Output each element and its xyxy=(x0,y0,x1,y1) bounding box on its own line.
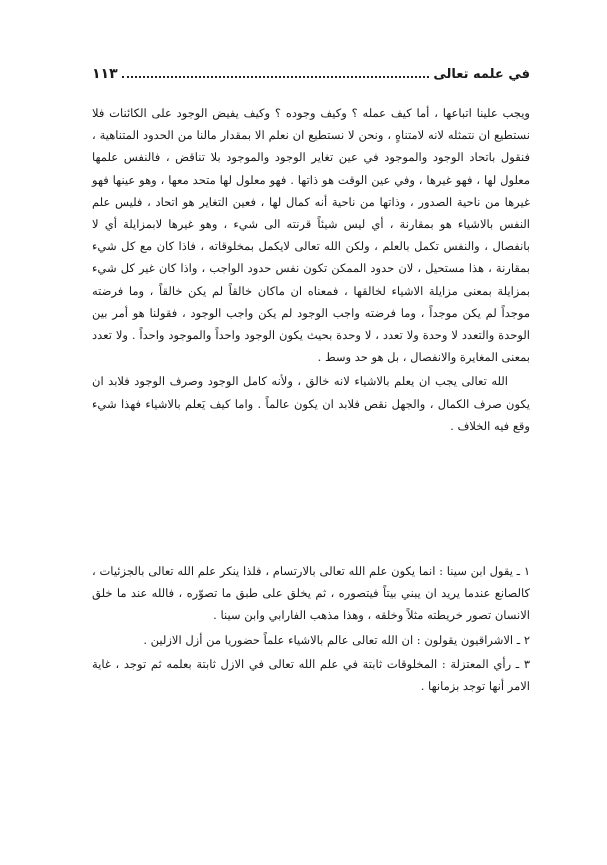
body-paragraph: ويجب علينا اتباعها ، أما كيف عمله ؟ وكيف وجوده ؟ وكيف يفيض الوجود على الكائنات فلا نستطيع ان نتمثله لانه لامتناهٍ ، ونحن لا نستطيع ان نعلم الا بمقدار مالنا من الحدود المتناهية ، فنقول باتحاد الوجود والموجود في عين تغاير الوجود والموجود بلا تناقض ، فالنفس علمها معلول لها ، فهو غيرها ، وفي عين الوقت هو ذاتها . فهو معلول لها متحد معها ، وهو عينها فهو غيرها من ناحية الصدور ، وذاتها من ناحية أنه كمال لها ، فعين التغاير هو اتحاد ، فليس علم النفس بالاشياء هو بمقارنة ، أي ليس شيئاً قرنته الى شيء ، وهو غيرها لابمزايلة أي لا بانفصال ، والنفس تكمل بالعلم ، ولكن الله تعالى لايكمل بمخلوقاته ، فاذا كان مع كل شيء بمقارنة ، هذا مستحيل ، لان حدود الممكن تكون نفس حدود الواجب ، واذا كان غير كل شيء بمزايلة بمعنى مزايلة الاشياء لخالقها ، فمعناه ان ماكان خالقاً لم يكن خالقاً ، وما فرضته موجداً لم يكن موجداً ، وما فرضته واجب الوجود لم يكن واجب الوجود ، فقولنا هو أمر بين الوحدة والتعدد لا وحدة ولا تعدد ، لا وحدة بحيث يكون الوجود واحداً والموجود واحداً . ولا تعدد بمعنى المغايرة والانفصال ، بل هو حد وسط . xyxy=(92,106,530,365)
page-header xyxy=(92,58,530,82)
main-text xyxy=(92,102,530,437)
footnote-item: ٣ ـ رأي المعتزلة : المخلوقات ثابتة في علم الله تعالى في الازل ثابتة بعلمه ثم توجد ، غاية الامر أنها توجد بزمانها . xyxy=(92,656,530,694)
leader-dots xyxy=(122,75,430,78)
footnotes xyxy=(92,560,530,699)
body-paragraph: الله تعالى يجب ان يعلم بالاشياء لانه خالق ، ولأنه كامل الوجود وصرف الوجود فلابد ان يكون صرف الكمال ، والجهل نقص فلابد ان يكون عالماً . واما كيف يَعلم بالاشياء فهذا شيء وقع فيه الخلاف . xyxy=(92,374,530,433)
page-number: ١١٣ xyxy=(92,66,118,82)
footnote-item: ٢ ـ الاشراقيون يقولون : ان الله تعالى عالم بالاشياء علماً حضوريا من أزل الازلين . xyxy=(143,632,530,647)
footnote-item: ١ ـ يقول ابن سينا : انما يكون علم الله تعالى بالارتسام ، فلذا ينكر علم الله تعالى بالجزئيات ، كالصانع عندما يريد ان يبني بيتاً فيتصوره ، ثم يخلق على طبق ما تصوّره ، فالله عند ما خلق الانسان تصور خريطته مثلاً وخلقه ، وهذا مذهب الفارابي وابن سينا . xyxy=(92,564,530,623)
running-title: في علمه تعالى xyxy=(433,67,530,82)
